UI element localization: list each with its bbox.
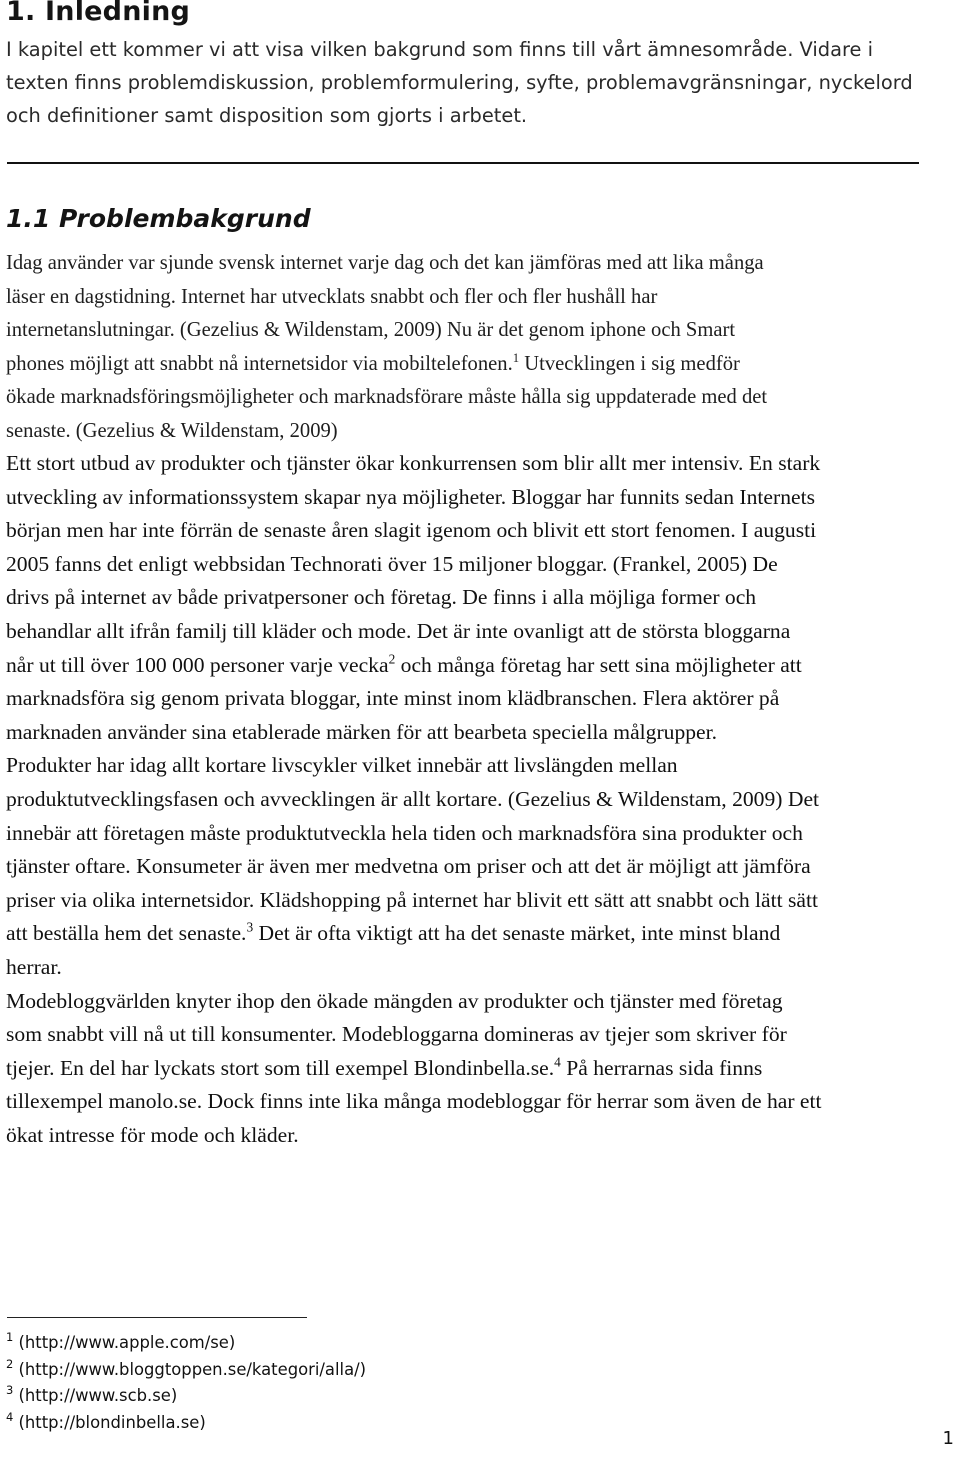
body-line-text: Det är ofta viktigt att ha det senaste märket, inte minst bland [253, 921, 781, 946]
body-line: som snabbt vill nå ut till konsumenter. Modebloggarna domineras av tjejer som skriver för [6, 1022, 787, 1047]
footnote-number: 4 [6, 1409, 14, 1424]
page-number: 1 [942, 1428, 954, 1449]
body-line: Produkter har idag allt kortare livscykler vilket innebär att livslängden mellan [6, 753, 678, 778]
footnote-ref: 4 [554, 1054, 561, 1070]
body-line: Idag använder var sjunde svensk internet varje dag och det kan jämföras med att lika många [6, 252, 764, 274]
intro-line: texten finns problemdiskussion, problemformulering, syfte, problemavgränsningar, nyckelord [6, 71, 913, 94]
footnote-link[interactable]: (http://www.apple.com/se) [18, 1333, 236, 1352]
body-line: tjänster oftare. Konsumeter är även mer medvetna om priser och att det är möjligt att jämföra [6, 854, 811, 879]
body-line: ökade marknadsföringsmöjligheter och marknadsförare måste hålla sig uppdaterade med det [6, 386, 768, 409]
footnote-link[interactable]: (http://www.scb.se) [18, 1386, 178, 1405]
body-text-top [6, 247, 956, 449]
footnote [6, 1330, 366, 1357]
body-line: ökat intresse för mode och kläder. [6, 1122, 299, 1147]
body-line [6, 917, 960, 951]
footnote-ref: 2 [388, 651, 396, 667]
body-line: Ett stort utbud av produkter och tjänster ökar konkurrensen som blir allt mer intensiv. En stark [6, 451, 821, 475]
footnote [6, 1410, 366, 1437]
body-line: produktutvecklingsfasen och avvecklingen är allt kortare. (Gezelius & Wildenstam, 2009) Det [6, 786, 820, 811]
footnotes [6, 1330, 366, 1436]
footnote-link[interactable]: (http://blondinbella.se) [18, 1412, 206, 1432]
body-line: början men har inte förrän de senaste åren slagit igenom och blivit ett stort fenomen. I augusti [6, 518, 817, 543]
footnote [6, 1383, 366, 1410]
body-line [6, 348, 956, 382]
body-line [6, 649, 960, 683]
body-line: 2005 fanns det enligt webbsidan Technorati över 15 miljoner bloggar. (Frankel, 2005) De [6, 551, 778, 576]
footnote-separator [7, 1317, 307, 1318]
body-line-text: och många företag har sett sina möjligheter att [395, 652, 802, 677]
body-line: internetanslutningar. (Gezelius & Wildenstam, 2009) Nu är det genom iphone och Smart [6, 319, 736, 342]
body-line [6, 1052, 960, 1086]
section-title: 1.1 Problembakgrund [6, 204, 311, 233]
body-line-text: att beställa hem det senaste. [6, 921, 247, 946]
body-line: behandlar allt ifrån familj till kläder och mode. Det är inte ovanligt att de största bloggarna [6, 618, 791, 643]
body-line: utveckling av informationssystem skapar nya möjligheter. Bloggar har funnits sedan Internets [6, 484, 815, 509]
chapter-title: 1. Inledning [6, 0, 191, 27]
footnote-number: 3 [6, 1383, 14, 1398]
intro-line: och definitioner samt disposition som gjorts i arbetet. [6, 104, 528, 127]
body-line-text: når ut till över 100 000 personer varje vecka [6, 652, 389, 677]
horizontal-rule [7, 162, 919, 164]
intro-line: I kapitel ett kommer vi att visa vilken bakgrund som finns till vårt ämnesområde. Vidare i [6, 38, 874, 61]
footnote-ref: 1 [512, 350, 520, 365]
body-line: marknaden använder sina etablerade märken för att bearbeta speciella målgrupper. [6, 719, 718, 744]
body-line: tillexempel manolo.se. Dock finns inte lika många modebloggar för herrar som även de har ett [6, 1089, 822, 1114]
footnote-number: 1 [6, 1330, 14, 1345]
footnote-ref: 3 [246, 920, 254, 936]
body-line: senaste. (Gezelius & Wildenstam, 2009) [6, 419, 338, 442]
body-line-text: Utvecklingen i sig medför [519, 352, 740, 375]
body-line-text: phones möjligt att snabbt nå internetsidor via mobiltelefonen. [6, 352, 513, 375]
body-line: innebär att företagen måste produktutveckla hela tiden och marknadsföra sina produkter och [6, 820, 803, 845]
body-line: läser en dagstidning. Internet har utvecklats snabbt och fler och fler hushåll har [6, 285, 658, 308]
footnote [6, 1357, 366, 1384]
body-line-text: På herrarnas sida finns [560, 1055, 763, 1080]
footnote-number: 2 [6, 1356, 14, 1371]
body-line: priser via olika internetsidor. Klädshopping på internet har blivit ett sätt att snabbt och lätt sätt [6, 887, 818, 912]
footnote-link[interactable]: (http://www.bloggtoppen.se/kategori/alla/) [18, 1359, 367, 1379]
body-text [6, 447, 960, 1152]
chapter-intro [6, 33, 956, 132]
body-line: herrar. [6, 954, 62, 979]
body-line-text: tjejer. En del har lyckats stort som till exempel Blondinbella.se. [6, 1055, 555, 1080]
body-line: drivs på internet av både privatpersoner och företag. De finns i alla möjliga former och [6, 585, 757, 610]
body-line: Modebloggvärlden knyter ihop den ökade mängden av produkter och tjänster med företag [6, 988, 783, 1013]
body-line: marknadsföra sig genom privata bloggar, inte minst inom klädbranschen. Flera aktörer på [6, 686, 780, 711]
